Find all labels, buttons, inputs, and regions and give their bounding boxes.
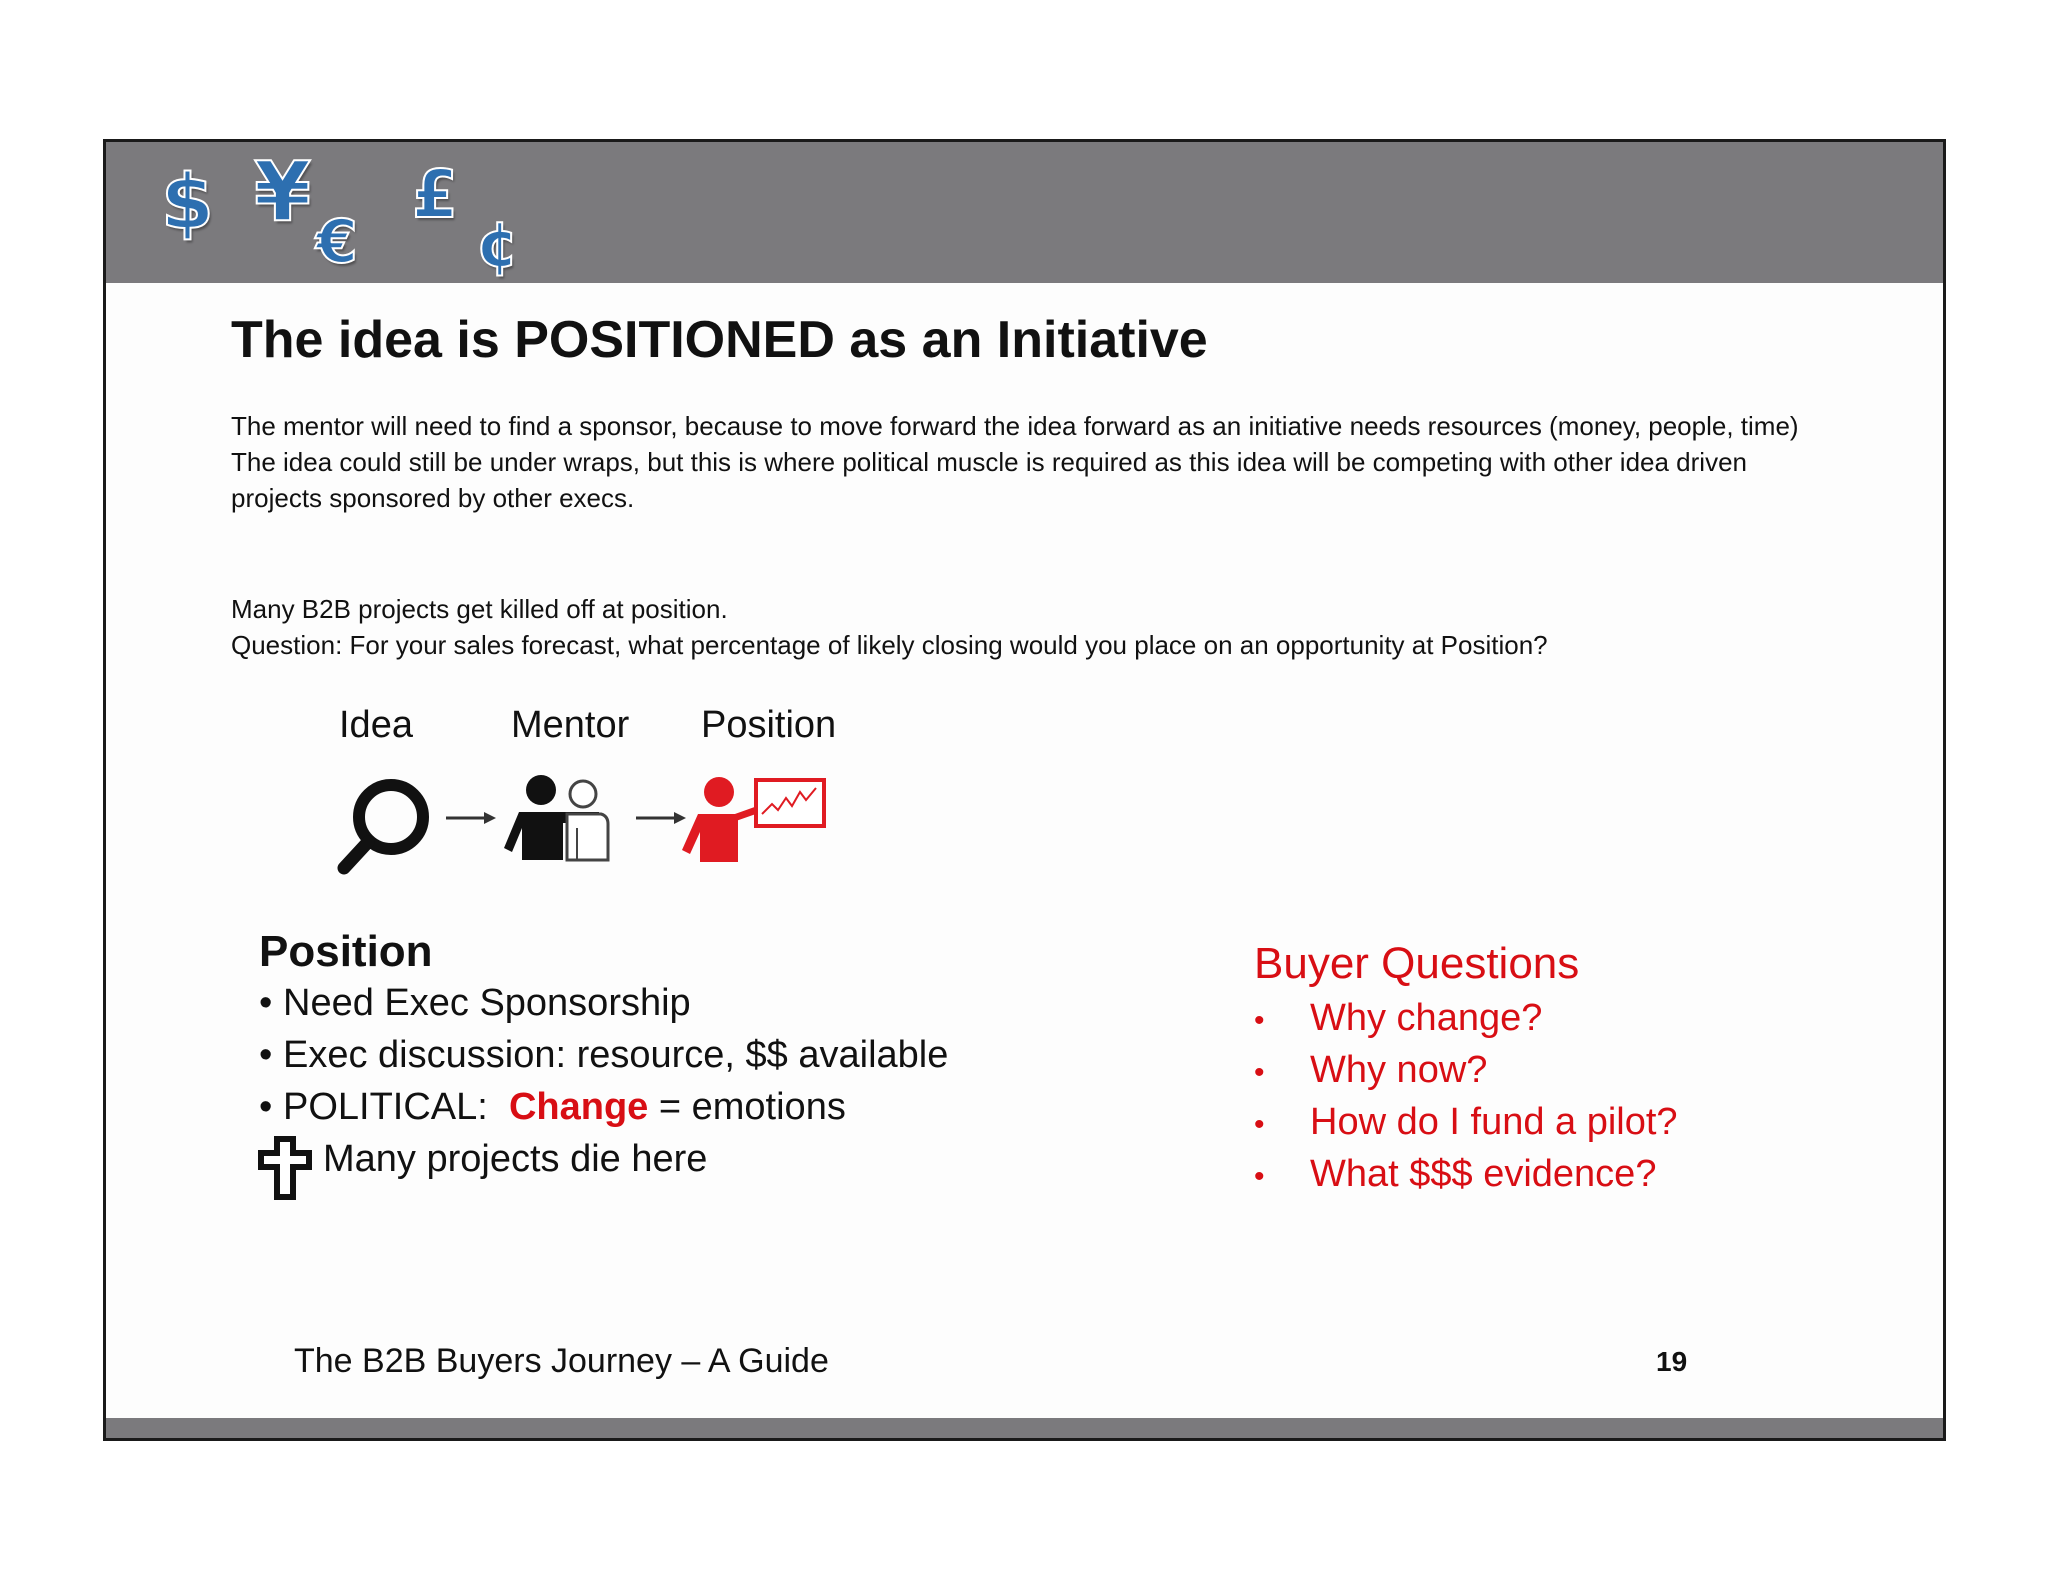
flow-label-position: Position (701, 704, 837, 746)
flow-label-idea: Idea (339, 704, 413, 746)
bullet: • (259, 1034, 273, 1076)
bullet: • (1254, 1056, 1265, 1089)
presenter-chart-icon (682, 777, 824, 862)
paragraph-forecast-question: Question: For your sales forecast, what percentage of likely closing would you place on an opportunity at Position? (231, 630, 1548, 660)
item-political-suffix: = emotions (658, 1086, 846, 1128)
paragraph-killed-off: Many B2B projects get killed off at position. (231, 594, 728, 624)
magnifier-icon (344, 785, 423, 868)
position-list (259, 977, 948, 1185)
arrow-right-icon (636, 812, 686, 824)
footer-title: The B2B Buyers Journey – A Guide (294, 1342, 829, 1380)
bullet: • (1254, 1004, 1265, 1037)
flow-label-mentor: Mentor (511, 704, 630, 746)
bullet: • (259, 982, 273, 1024)
arrow-right-icon (446, 812, 496, 824)
yen-icon: ¥ (254, 145, 312, 240)
cross-icon (257, 1133, 315, 1203)
list-item (259, 977, 948, 1029)
list-item (259, 1029, 948, 1081)
list-item (1254, 992, 1678, 1044)
list-item (1254, 1044, 1678, 1096)
cent-icon: ¢ (476, 208, 520, 281)
position-heading: Position (259, 927, 433, 976)
slide (103, 139, 1946, 1441)
question-evidence: What $$$ evidence? (1310, 1153, 1657, 1195)
item-exec-discussion: Exec discussion: resource, $$ available (283, 1034, 949, 1076)
pound-icon: £ (412, 156, 458, 233)
header-band (106, 142, 1943, 283)
page-number: 19 (1656, 1346, 1688, 1377)
bullet: • (259, 1086, 273, 1128)
paragraph-political-muscle: The idea could still be under wraps, but this is where political muscle is required as this idea will be competing with other idea driven projects sponsored by other execs. (231, 447, 1747, 513)
item-change-emphasis: Change (508, 1086, 649, 1128)
question-why-now: Why now? (1310, 1049, 1488, 1091)
item-exec-sponsorship: Need Exec Sponsorship (283, 982, 691, 1024)
question-why-change: Why change? (1310, 997, 1543, 1039)
question-fund-pilot: How do I fund a pilot? (1310, 1101, 1678, 1143)
buyer-questions-heading: Buyer Questions (1254, 939, 1580, 988)
list-item (1254, 1148, 1678, 1200)
dollar-icon: $ (161, 157, 214, 246)
mentor-people-icon (504, 775, 608, 860)
euro-icon: € (316, 207, 358, 277)
paragraph-mentor-sponsor: The mentor will need to find a sponsor, because to move forward the idea forward as an initiative needs resources (money, people, time) (231, 411, 1799, 441)
question-paragraph (231, 591, 1841, 663)
slide-title: The idea is POSITIONED as an Initiative (231, 311, 1208, 369)
bullet: • (1254, 1108, 1265, 1141)
item-projects-die: Many projects die here (323, 1138, 708, 1180)
intro-paragraph (231, 408, 1841, 516)
list-item (1254, 1096, 1678, 1148)
footer-band (106, 1418, 1943, 1438)
item-political-prefix: POLITICAL: (283, 1086, 488, 1128)
list-item (259, 1081, 948, 1133)
list-item (259, 1133, 948, 1185)
flow-diagram (336, 762, 896, 902)
buyer-questions-list (1254, 992, 1678, 1200)
bullet: • (1254, 1160, 1265, 1193)
